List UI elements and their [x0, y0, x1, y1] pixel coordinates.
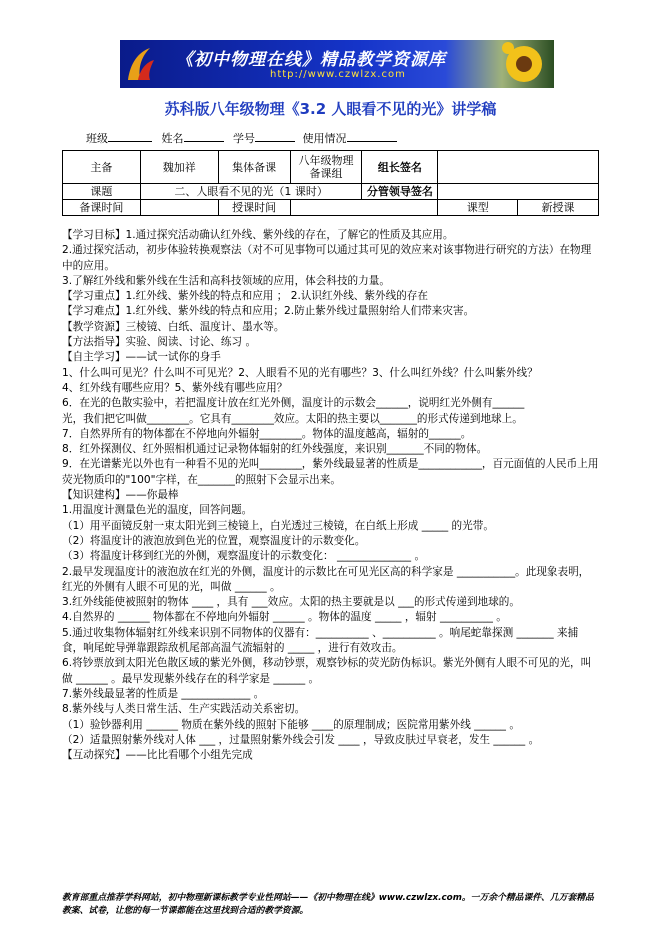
table-cell-empty[interactable]: [438, 151, 599, 184]
table-cell: 课型: [438, 200, 518, 216]
student-info-line: [86, 130, 397, 146]
worksheet-body: [62, 228, 599, 763]
text-line: （2）将温度计的液泡放到色光的位置，观察温度计的示数变化。: [62, 534, 366, 547]
table-row: [63, 151, 599, 184]
text-line: （1）验钞器利用 ______ 物质在紫外线的照射下能够 ____的原理制成；医院常用紫外线 ______ 。: [62, 718, 520, 731]
text-line: 光，我们把它叫做________。它具有________效应。太阳的热主要以_______的形式传递到地球上。: [62, 412, 523, 425]
text-line: 【方法指导】实验、阅读、讨论、练习 。: [62, 336, 257, 349]
class-blank[interactable]: [108, 130, 152, 142]
table-cell: 课题: [63, 184, 141, 200]
table-cell: 主备: [63, 151, 141, 184]
text-line: 3.了解红外线和紫外线在生活和高科技领域的应用，体会科技的力量。: [62, 274, 390, 287]
document-title: 苏科版八年级物理《3.2 人眼看不见的光》讲学稿: [164, 100, 497, 118]
table-cell-empty[interactable]: [140, 200, 218, 216]
text-line: 2.通过探究活动，初步体验转换观察法（对不可见事物可以通过其可见的效应来对该事物进行研究的方法）在物理中的应用。: [62, 244, 592, 272]
text-line: 5.通过收集物体辐射红外线来识别不同物体的仪器有：__________ 、__________ 。响尾蛇靠探测 _______ 来捕食，响尾蛇导弹靠跟踪敌机尾部高温气流辐射的 _____ ，进行有效攻击。: [62, 626, 579, 655]
usage-blank[interactable]: [347, 130, 397, 142]
text-line: 6．在光的色散实验中，若把温度计放在红光外侧，温度计的示数会______，说明红光外侧有______: [62, 397, 525, 410]
text-line: 【自主学习】——试一试你的身手: [62, 351, 221, 364]
text-line: 【互动探究】——比比看哪个小组先完成: [62, 749, 253, 762]
table-cell: 八年级物理备课组: [290, 151, 362, 184]
text-line: （2）适量照射紫外线对人体 ___ ，过量照射紫外线会引发 ____ ，导致皮肤过早衰老，发生 ______ 。: [62, 733, 540, 746]
class-label: 班级: [86, 132, 108, 145]
text-line: 8．红外探测仪、红外照相机通过记录物体辐射的红外线强度，来识别_______不同的物体。: [62, 443, 488, 456]
text-line: 【学习重点】1.红外线、紫外线的特点和应用 ； 2.认识红外线、紫外线的存在: [62, 290, 428, 303]
table-cell: 分管领导签名: [362, 184, 438, 200]
text-line: 【学习目标】1.通过探究活动确认红外线、紫外线的存在，了解它的性质及其应用。: [62, 229, 454, 241]
banner-url[interactable]: http://www.czwlzx.com: [270, 69, 406, 80]
table-cell: 二、人眼看不见的光（1 课时）: [140, 184, 362, 200]
text-line: 2.最早发现温度计的液泡放在红光的外侧，温度计的示数比在可见光区高的科学家是 ___________。此现象表明，红光的外侧有人眼不可见的光，叫做 ______ 。: [62, 565, 590, 593]
name-blank[interactable]: [184, 130, 224, 142]
text-line: 【学习难点】1.红外线、紫外线的特点和应用；2.防止紫外线过量照射给人们带来灾害。: [62, 305, 475, 318]
text-line: 【知识建构】——你最棒: [62, 489, 179, 502]
text-line: 4、红外线有哪些应用？5、紫外线有哪些应用？: [62, 381, 288, 394]
text-line: 3.红外线能使被照射的物体 ____ ，具有 ___效应。太阳的热主要就是以 ___的形式传递到地球的。: [62, 596, 520, 609]
text-line: 9．在光谱紫光以外也有一种看不见的光叫________，紫外线最显著的性质是____________，百元面值的人民币上用荧光物质印的"100"字样，在_______的照射下会显示出来。: [62, 458, 599, 486]
table-cell: 授课时间: [218, 200, 290, 216]
banner-title: 《初中物理在线》精品教学资源库: [176, 50, 446, 70]
table-cell: 魏加祥: [140, 151, 218, 184]
table-cell: 集体备课: [218, 151, 290, 184]
usage-label: 使用情况: [302, 132, 347, 145]
text-line: （3）将温度计移到红光的外侧，观察温度计的示数变化： ______________ 。: [62, 550, 426, 563]
table-cell-empty[interactable]: [290, 200, 438, 216]
text-line: 7．自然界所有的物体都在不停地向外辐射________。物体的温度越高，辐射的______。: [62, 427, 472, 440]
table-row: [63, 200, 599, 216]
sunflower-icon: [500, 42, 548, 86]
table-cell: 组长签名: [362, 151, 438, 184]
lesson-prep-table: [62, 150, 599, 216]
table-row: [63, 184, 599, 200]
text-line: 7.紫外线最显著的性质是 _____________ 。: [62, 687, 265, 700]
text-line: 1、什么叫可见光？什么叫不可见光？2、人眼看不见的光有哪些？3、什么叫红外线？什么叫紫外线？: [62, 366, 538, 379]
table-cell: 新授课: [518, 200, 599, 216]
text-line: 8.紫外线与人类日常生活、生产实践活动关系密切。: [62, 703, 306, 716]
site-logo-icon: [124, 44, 158, 84]
table-cell: 备课时间: [63, 200, 141, 216]
text-line: 1.用温度计测量色光的温度，回答问题。: [62, 504, 253, 517]
text-line: 【教学资源】三棱镜、白纸、温度计、墨水等。: [62, 320, 285, 333]
name-label: 姓名: [161, 132, 184, 145]
text-line: 6.将钞票放到太阳光色散区域的紫光外侧，移动钞票，观察钞标的荧光防伪标识。紫光外侧有人眼不可见的光，叫做 ______ 。最早发现紫外线存在的科学家是 ______ 。: [62, 657, 592, 685]
text-line: 4.自然界的 ______ 物体都在不停地向外辐射 ______ 。物体的温度 _____ ，辐射 __________ 。: [62, 611, 507, 624]
text-line: （1）用平面镜反射一束太阳光到三棱镜上，白光透过三棱镜，在白纸上形成 _____ 的光带。: [62, 519, 494, 532]
header-banner: [120, 40, 554, 88]
table-cell-empty[interactable]: [438, 184, 599, 200]
footer-ad-text: 教育部重点推荐学科网站，初中物理新课标教学专业性网站——《初中物理在线》www.czwlzx.com。一万余个精品课件、几万套精品教案、试卷，让您的每一节课都能在这里找到合适的教学资源。: [62, 893, 594, 916]
number-label: 学号: [233, 132, 255, 145]
number-blank[interactable]: [255, 130, 295, 142]
